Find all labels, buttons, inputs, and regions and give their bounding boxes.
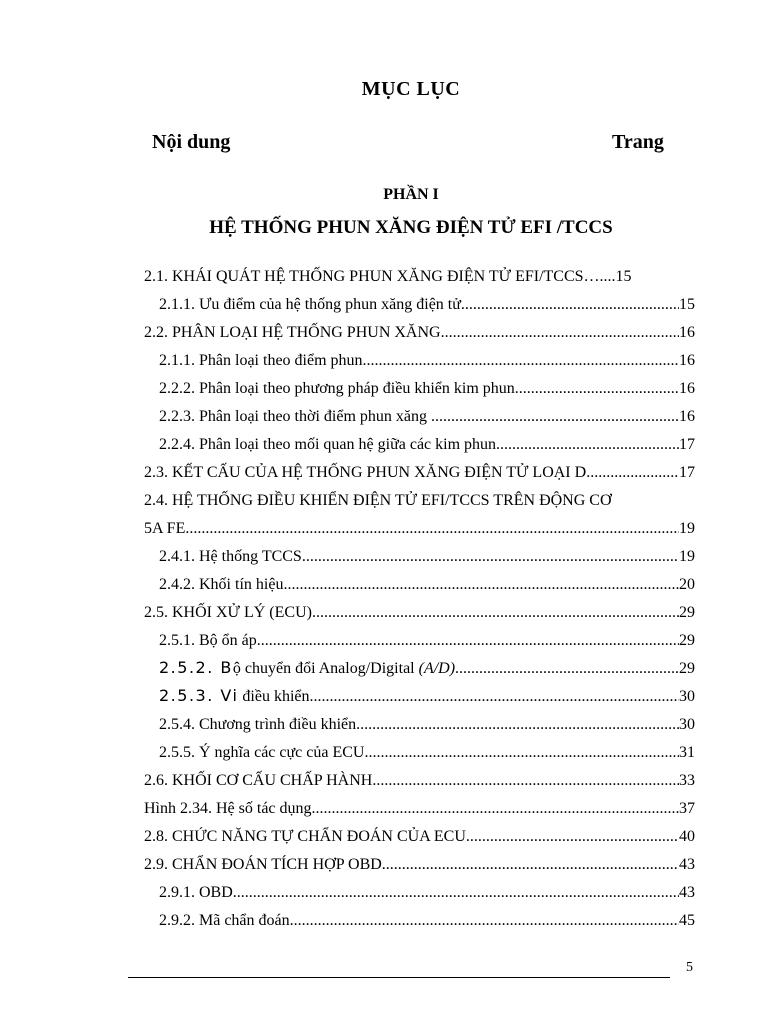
toc-entry-text: 2.3. KẾT CẤU CỦA HỆ THỐNG PHUN XĂNG ĐIỆN TỬ LOẠI D — [144, 464, 587, 481]
toc-entry-leader — [382, 855, 679, 875]
toc-entry[interactable] — [144, 819, 695, 847]
toc-entry-text: 2.9. CHẨN ĐOÁN TÍCH HỢP OBD — [144, 856, 382, 873]
toc-entry-page: 33 — [679, 772, 695, 789]
toc-entry-leader — [586, 463, 679, 483]
toc-entry-page: 30 — [679, 688, 695, 705]
toc-entry-text: 2.9.2. Mã chẩn đoán — [159, 912, 290, 929]
toc-entry-number: 2.5.3. Vi — [159, 686, 239, 705]
toc-entry-leader — [312, 799, 679, 819]
toc-entry-title: điều khiển — [238, 688, 310, 705]
toc-entry[interactable] — [144, 707, 695, 735]
toc-entry-title: ộ chuyển đổi Analog/Digital — [232, 660, 419, 677]
toc-entry-leader — [363, 351, 679, 371]
toc-entry[interactable] — [144, 651, 695, 679]
toc-entry-leader — [455, 659, 679, 679]
toc-entry-text: 2.5. KHỐI XỬ LÝ (ECU) — [144, 604, 312, 621]
toc-entry-text: 2.4. HỆ THỐNG ĐIỀU KHIỂN ĐIỆN TỬ EFI/TCCS TRÊN ĐỘNG CƠ — [144, 492, 612, 509]
toc-entry-page: 20 — [679, 576, 695, 593]
toc-entry-text: 2.2.3. Phân loại theo thời điểm phun xăng — [159, 408, 431, 425]
toc-entry[interactable] — [144, 623, 695, 651]
toc-entry-page: 17 — [679, 436, 695, 453]
toc-entry[interactable] — [144, 455, 695, 483]
toc-entry-page: 19 — [679, 548, 695, 565]
toc-entry-leader — [257, 631, 679, 651]
toc-entry-page: 15 — [679, 296, 695, 313]
toc-entry[interactable] — [144, 371, 695, 399]
toc-entry[interactable] — [144, 763, 695, 791]
toc-entry-leader — [461, 295, 679, 315]
toc-entry-page: 16 — [679, 324, 695, 341]
toc-entry-page: 17 — [679, 464, 695, 481]
toc-entry-page: 30 — [679, 716, 695, 733]
toc-entry-text: 2.1. KHÁI QUÁT HỆ THỐNG PHUN XĂNG ĐIỆN TỬ EFI/TCCS — [144, 268, 584, 285]
toc-entry[interactable] — [144, 791, 695, 819]
toc-entry-leader — [302, 547, 679, 567]
table-of-contents — [144, 259, 695, 931]
toc-entry-text: 2.9.1. OBD — [159, 884, 233, 901]
toc-entry[interactable] — [144, 343, 695, 371]
document-title: MỤC LỤC — [361, 78, 461, 100]
part-heading: PHẦN I — [383, 186, 439, 203]
toc-entry[interactable] — [144, 735, 695, 763]
toc-entry-leader — [496, 435, 679, 455]
toc-entry-page: 43 — [679, 856, 695, 873]
footer-rule — [128, 977, 670, 978]
toc-entry-leader: ….... — [583, 268, 616, 285]
toc-entry[interactable] — [144, 567, 695, 595]
toc-entry-page: 16 — [679, 380, 695, 397]
toc-entry-leader — [312, 603, 679, 623]
toc-entry-page: 31 — [679, 744, 695, 761]
toc-entry-page: 15 — [615, 268, 632, 285]
toc-entry[interactable] — [144, 287, 695, 315]
toc-entry-text: 2.2. PHÂN LOẠI HỆ THỐNG PHUN XĂNG — [144, 324, 441, 341]
toc-entry[interactable] — [144, 679, 695, 707]
page-number: 5 — [686, 960, 693, 975]
toc-entry-leader — [466, 827, 679, 847]
toc-entry-text: 5A FE — [144, 520, 186, 537]
toc-entry-text: Hình 2.34. Hệ số tác dụng — [144, 800, 312, 817]
toc-entry[interactable] — [144, 595, 695, 623]
toc-entry[interactable] — [144, 259, 695, 287]
toc-entry-number: 2.5.2. B — [159, 658, 233, 677]
toc-entry-text: 2.1.1. Ưu điểm của hệ thống phun xăng điện tử — [159, 296, 461, 313]
toc-entry-leader — [290, 911, 679, 931]
toc-entry-text: 2.5.5. Ý nghĩa các cực của ECU — [159, 744, 365, 761]
toc-entry-page: 29 — [679, 660, 695, 677]
toc-entry-italic: (A/D) — [418, 660, 456, 677]
toc-entry-leader — [515, 379, 679, 399]
toc-entry-page: 16 — [679, 352, 695, 369]
toc-entry-continuation[interactable] — [144, 511, 695, 539]
toc-entry-text: 2.2.4. Phân loại theo mối quan hệ giữa các kim phun — [159, 436, 497, 453]
toc-entry-text: 2.4.1. Hệ thống TCCS — [159, 548, 302, 565]
content-column-header: Nội dung — [152, 131, 231, 153]
toc-entry-leader — [233, 883, 679, 903]
toc-entry[interactable] — [144, 399, 695, 427]
toc-entry-leader — [441, 323, 679, 343]
toc-entry-text: 2.5.1. Bộ ổn áp — [159, 632, 257, 649]
toc-entry-page: 43 — [679, 884, 695, 901]
toc-entry-leader — [364, 743, 679, 763]
toc-entry-text: 2.5.4. Chương trình điều khiển — [159, 716, 357, 733]
toc-entry-page: 29 — [679, 632, 695, 649]
toc-entry[interactable] — [144, 847, 695, 875]
toc-entry-leader — [310, 687, 679, 707]
toc-entry[interactable] — [144, 539, 695, 567]
toc-entry[interactable] — [144, 903, 695, 931]
toc-entry-page: 40 — [679, 828, 695, 845]
toc-entry-text: 2.4.2. Khối tín hiệu — [159, 576, 284, 593]
toc-entry-page: 37 — [679, 800, 695, 817]
toc-entry-text — [159, 658, 455, 679]
toc-entry-page: 45 — [679, 912, 695, 929]
toc-entry-page: 19 — [679, 520, 695, 537]
toc-entry-leader — [372, 771, 679, 791]
part-subtitle: HỆ THỐNG PHUN XĂNG ĐIỆN TỬ EFI /TCCS — [209, 217, 613, 238]
toc-entry-text: 2.1.1. Phân loại theo điểm phun — [159, 352, 363, 369]
toc-entry-text: 2.6. KHỐI CƠ CẤU CHẤP HÀNH — [144, 772, 373, 789]
toc-entry-leader — [431, 407, 679, 427]
toc-entry-leader — [185, 519, 679, 539]
page-column-header: Trang — [612, 131, 664, 153]
toc-entry-text — [159, 686, 310, 707]
toc-entry[interactable] — [144, 483, 695, 511]
toc-entry[interactable] — [144, 427, 695, 455]
toc-entry-text: 2.8. CHỨC NĂNG TỰ CHẨN ĐOÁN CỦA ECU — [144, 828, 466, 845]
toc-entry-text: 2.2.2. Phân loại theo phương pháp điều khiển kim phun — [159, 380, 515, 397]
toc-entry-leader — [356, 715, 679, 735]
toc-entry-page: 16 — [679, 408, 695, 425]
toc-entry[interactable] — [144, 875, 695, 903]
toc-entry-leader — [283, 575, 679, 595]
toc-entry-page: 29 — [679, 604, 695, 621]
toc-entry[interactable] — [144, 315, 695, 343]
